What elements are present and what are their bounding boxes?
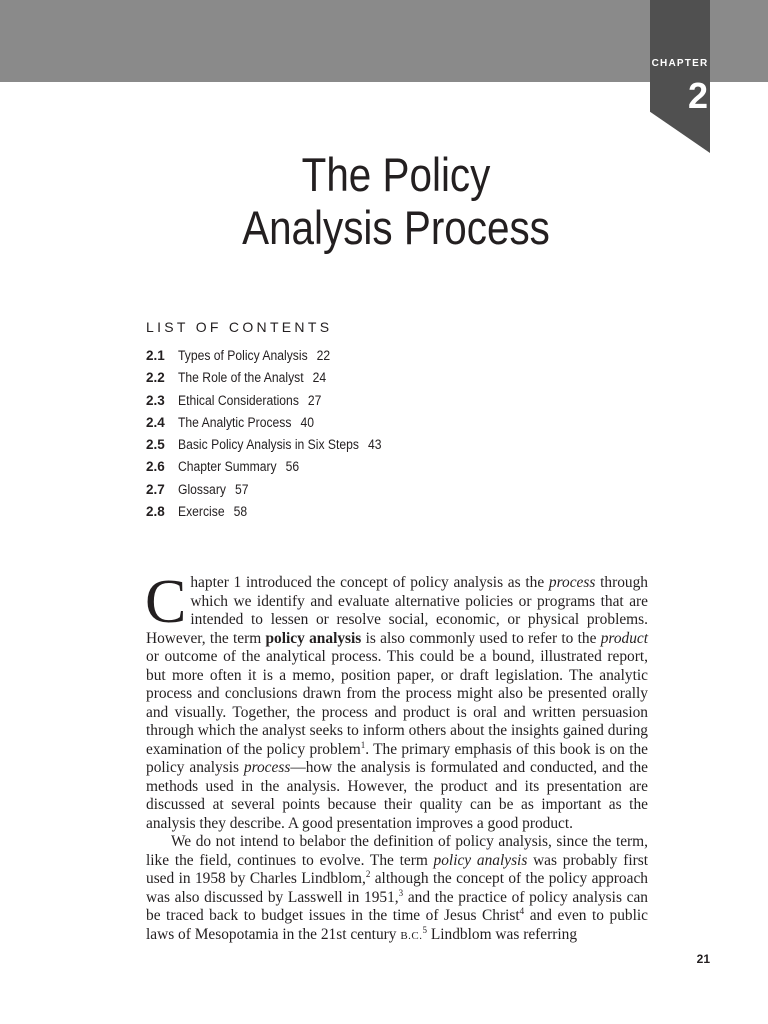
footnote-ref: 3: [398, 887, 404, 898]
body-paragraph-1: [145, 568, 649, 833]
contents-item-title-text: Basic Policy Analysis in Six Steps: [178, 437, 359, 453]
contents-item: [146, 501, 404, 523]
text-run: or outcome of the analytical process. This could be a bound, illustrated report, but more often it is a memo, position paper, or draft legislation. The analytic process and conclusions drawn from the process might also be presented orally and visually. Together, the process and product is oral and written persuasion through which the analyst seeks to inform others about the insights gained during examination of the policy problem: [146, 648, 648, 758]
text-run: is also commonly used to refer to the: [361, 629, 601, 647]
page-number: 21: [696, 952, 710, 966]
footnote-ref: 1: [360, 739, 366, 750]
contents-item-number: 2.8: [146, 504, 165, 520]
contents-heading: LIST OF CONTENTS: [146, 319, 333, 335]
text-smallcaps: B.C.: [400, 929, 423, 942]
contents-item-page: 58: [233, 504, 248, 520]
footnote-ref: 4: [519, 905, 525, 916]
contents-item-title: [178, 434, 382, 456]
contents-item-title: [178, 367, 326, 389]
contents-item-number: 2.5: [146, 437, 165, 453]
text-run: and even to public laws of Mesopotamia in the 21st century: [146, 907, 648, 943]
text-run: —how the analysis is formulated and conducted, and the methods used in the analysis. However, the product and its presentation are discussed at several points because their quality can be as important as the analysis they describe. A good presentation improves a good product.: [146, 759, 648, 832]
contents-item-title: [178, 501, 247, 523]
contents-item-number: 2.4: [146, 414, 165, 430]
contents-item-title-text: Exercise: [178, 504, 225, 520]
contents-item: [146, 412, 404, 434]
contents-item-number: 2.6: [146, 459, 165, 475]
contents-item-title: [178, 456, 299, 478]
contents-item-page: 56: [285, 459, 300, 475]
chapter-title-line-2: Analysis Process: [242, 201, 550, 254]
text-emphasis: product: [600, 629, 649, 647]
contents-item: [146, 434, 404, 456]
contents-item-number: 2.1: [146, 348, 165, 363]
contents-item-title-text: Types of Policy Analysis: [178, 348, 308, 363]
footnote-ref: 5: [422, 924, 428, 935]
text-run: through which we identify and evaluate alternative policies or programs that are intended to lessen or resolve social, economic, or physical problems. However, the term: [146, 574, 648, 647]
text-run: Lindblom was referring: [427, 925, 578, 943]
contents-item-page: 57: [234, 481, 249, 497]
contents-item-number: 2.3: [146, 392, 165, 408]
contents-item-title-text: Glossary: [178, 481, 226, 497]
text-emphasis: process: [243, 759, 291, 776]
contents-item: [146, 367, 404, 389]
contents-item-page: 22: [316, 348, 331, 363]
contents-item-page: 24: [312, 370, 327, 386]
text-emphasis: policy analysis: [433, 851, 528, 869]
text-emphasis: process: [548, 574, 596, 591]
body-paragraph-2: [146, 833, 648, 945]
contents-item-number: 2.7: [146, 481, 165, 497]
contents-item-title-text: Ethical Considerations: [178, 392, 299, 408]
contents-item-title: [178, 390, 321, 412]
chapter-title: [55, 148, 736, 254]
contents-item-title-text: The Analytic Process: [178, 414, 292, 430]
body-text: [145, 568, 649, 945]
contents-item: [146, 456, 404, 478]
chapter-title-line-1: The Policy: [301, 148, 491, 201]
text-run: hapter 1 introduced the concept of policy analysis as the: [190, 574, 549, 591]
text-run: . The primary emphasis of this book is on the policy analysis: [146, 740, 648, 776]
contents-item: [146, 479, 404, 501]
text-strong: policy analysis: [265, 629, 362, 647]
contents-item-title-text: The Role of the Analyst: [178, 370, 304, 386]
drop-cap: C: [145, 568, 187, 636]
contents-item-title-text: Chapter Summary: [178, 459, 277, 475]
contents-item-page: 27: [307, 392, 322, 408]
contents-item-page: 40: [300, 414, 314, 430]
text-run: and the practice of policy analysis can be traced back to budget issues in the time of Jesus Christ: [146, 888, 648, 924]
contents-item-title: [178, 345, 330, 367]
text-run: was probably first used in 1958 by Charles Lindblom,: [146, 851, 648, 887]
contents-item-number: 2.2: [146, 370, 165, 386]
chapter-number: 2: [687, 75, 708, 116]
contents-item-title: [178, 412, 314, 434]
contents-list: [146, 345, 404, 523]
contents-item: [146, 345, 404, 367]
chapter-label: CHAPTER: [651, 58, 709, 69]
text-run: although the concept of the policy approach was also discussed by Lasswell in 1951,: [146, 870, 648, 906]
text-run: We do not intend to belabor the definition of policy analysis, since the term, like the field, continues to evolve. The term: [146, 833, 648, 869]
contents-item-title: [178, 479, 248, 501]
footnote-ref: 2: [365, 868, 371, 879]
contents-item-page: 43: [367, 437, 382, 453]
contents-item: [146, 390, 404, 412]
